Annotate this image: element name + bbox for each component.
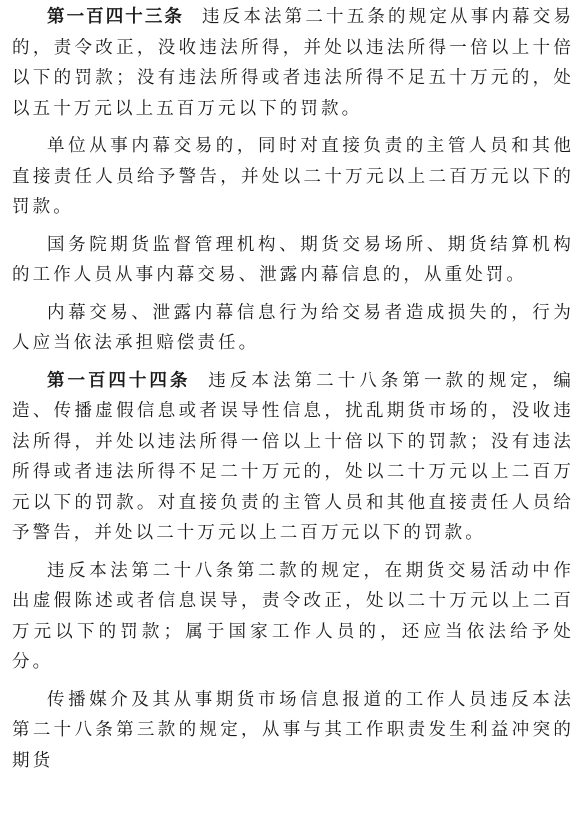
paragraph-text: 违反本法第二十五条的规定从事内幕交易的，责令改正，没收违法所得，并处以违法所得一倍以上十倍以下的罚款；没有违法所得或者违法所得不足五十万元的，处以五十万元以上五百万元以下的罚款。 [12,7,574,119]
article-143-paragraph-3 [12,230,574,291]
article-144-paragraph-2 [12,556,574,678]
paragraph-text: 传播媒介及其从事期货市场信息报道的工作人员违反本法第二十八条第三款的规定，从事与其工作职责发生利益冲突的期货 [12,689,574,771]
article-143-paragraph [12,2,574,124]
article-144-paragraph-3 [12,685,574,777]
article-143-paragraph-2 [12,131,574,223]
paragraph-text: 违反本法第二十八条第二款的规定，在期货交易活动中作出虚假陈述或者信息误导，责令改正，处以二十万元以上二百万元以下的罚款；属于国家工作人员的，还应当依法给予处分。 [12,560,574,672]
article-heading: 第一百四十四条 [47,370,191,391]
article-143-paragraph-4 [12,298,574,359]
paragraph-text: 单位从事内幕交易的，同时对直接负责的主管人员和其他直接责任人员给予警告，并处以二十万元以上二百万元以下的罚款。 [12,136,574,217]
paragraph-text: 国务院期货监督管理机构、期货交易场所、期货结算机构的工作人员从事内幕交易、泄露内幕信息的，从重处罚。 [12,234,574,285]
paragraph-text: 违反本法第二十八条第一款的规定，编造、传播虚假信息或者误导性信息，扰乱期货市场的，没收违法所得，并处以违法所得一倍以上十倍以下的罚款；没有违法所得或者违法所得不足二十万元的，处以二十万元以上二百万元以下的罚款。对直接负责的主管人员和其他直接责任人员给予警告，并处以二十万元以上二百万元以下的罚款。 [12,370,575,543]
article-144-paragraph [12,366,574,549]
paragraph-text: 内幕交易、泄露内幕信息行为给交易者造成损失的，行为人应当依法承担赔偿责任。 [12,302,574,353]
article-heading: 第一百四十三条 [47,7,184,27]
document-page [12,0,574,776]
